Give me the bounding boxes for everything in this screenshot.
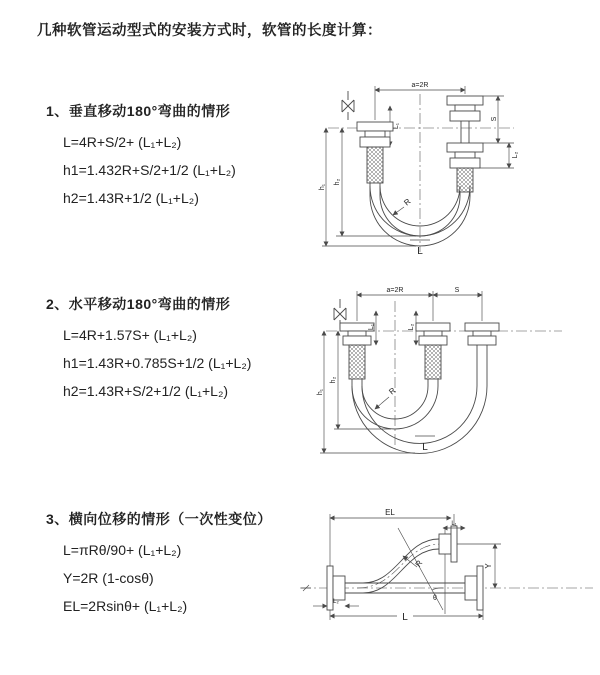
dim-label-length: L: [402, 612, 408, 623]
formula-line: h2=1.43R+S/2+1/2 (L₁+L₂): [63, 383, 229, 399]
dim-label-length: L: [417, 246, 423, 257]
right-riser: [465, 323, 499, 386]
centerlines: [328, 94, 514, 252]
dim-label-el: EL: [385, 508, 395, 517]
section-3: [46, 509, 272, 620]
dim-label-l1: L₁: [368, 323, 375, 331]
valve-icon: [342, 91, 354, 120]
lower-right-flange: [465, 566, 483, 610]
page-title: 几种软管运动型式的安装方式时，软管的长度计算：: [37, 23, 382, 39]
dim-label-y: Y: [484, 563, 493, 569]
section-1: [46, 101, 236, 212]
dim-label-radius: R: [402, 196, 413, 208]
upper-right-flange: [439, 526, 457, 562]
diagram-vertical-180-bend: [312, 76, 598, 258]
formula-line: h2=1.43R+1/2 (L₁+L₂): [63, 190, 199, 206]
section-3-heading: 3、横向位移的情形（一次性变位）: [46, 511, 272, 527]
left-riser: [340, 323, 374, 379]
dim-label-l1: L₁: [393, 122, 400, 130]
formula-line: L=4R+S/2+ (L₁+L₂): [63, 134, 182, 150]
dim-label-h2: h₂: [334, 178, 341, 186]
dim-label-l2: L₂: [512, 151, 519, 159]
formula-line: L=4R+1.57S+ (L₁+L₂): [63, 327, 197, 343]
dim-label-theta: θ: [433, 595, 437, 602]
dim-label-h1: h₁: [319, 183, 326, 191]
dim-label-h1: h₁: [317, 388, 324, 396]
dim-label-a2r: a=2R: [411, 82, 429, 89]
section-2: [46, 294, 251, 405]
dim-label-radius: R: [387, 385, 398, 397]
right-riser: [447, 96, 483, 192]
section-2-heading: 2、水平移动180°弯曲的情形: [46, 296, 231, 312]
formula-line: EL=2Rsinθ+ (L₁+L₂): [63, 598, 188, 614]
dim-label-l2: L₂: [333, 599, 339, 605]
formula-line: L=πRθ/90+ (L₁+L₂): [63, 542, 182, 558]
diagram-lateral-displacement: [297, 504, 599, 646]
dim-label-l1: L₁: [451, 521, 457, 527]
dimension-lines: [322, 86, 514, 246]
hose-displaced-position: [363, 539, 439, 593]
formula-line: h1=1.432R+S/2+1/2 (L₁+L₂): [63, 162, 236, 178]
formula-line: Y=2R (1-cosθ): [63, 570, 154, 586]
dimension-lines: [313, 514, 501, 620]
formula-line: h1=1.43R+0.785S+1/2 (L₁+L₂): [63, 355, 252, 371]
construction-lines: [301, 528, 445, 614]
section-1-heading: 1、垂直移动180°弯曲的情形: [46, 103, 231, 119]
middle-riser: [416, 323, 450, 379]
dim-label-h2: h₂: [330, 376, 337, 384]
dim-label-length: L: [422, 442, 428, 453]
dim-label-a2r: a=2R: [386, 287, 404, 294]
dim-label-l2: L₂: [408, 323, 415, 331]
dim-label-s: S: [454, 287, 460, 294]
hose-loops: [352, 379, 487, 453]
left-riser: [357, 122, 393, 183]
dim-label-radius: R: [413, 558, 425, 569]
diagram-horizontal-180-bend: [312, 281, 598, 459]
dim-label-s: S: [491, 116, 498, 122]
